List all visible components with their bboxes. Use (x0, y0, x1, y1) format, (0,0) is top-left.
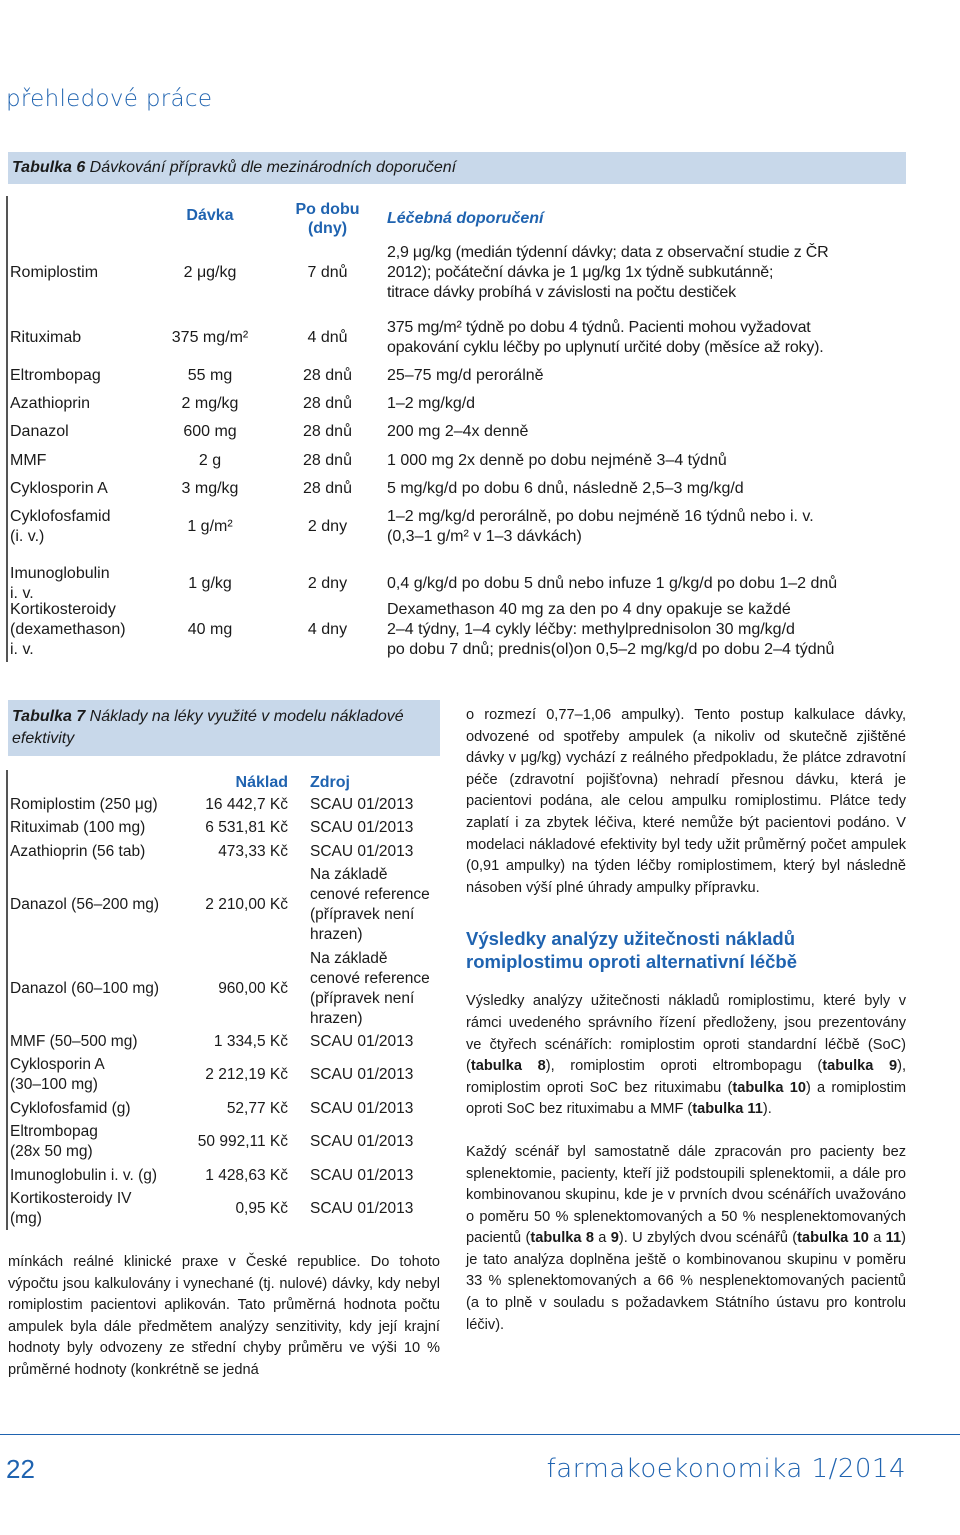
table6-drug (10, 507, 160, 547)
table7-item (10, 1032, 190, 1052)
table7-cost: 2 210,00 Kč (205, 896, 288, 914)
table6-dose: 600 mg (183, 423, 237, 440)
table7-source-line: cenové reference (310, 969, 430, 987)
table7-item (10, 842, 190, 862)
table6-recommendation (387, 479, 897, 499)
table6-rec-line: 1–2 mg/kg/d perorálně, po dobu nejméně 16 týdnů nebo i. v. (387, 508, 814, 525)
table6-recommendation (387, 243, 897, 303)
table6-dose: 1 g/kg (188, 575, 232, 592)
table6-rec-line: 25–75 mg/d perorálně (387, 367, 544, 384)
table7-cost: 52,77 Kč (226, 1099, 288, 1117)
table7-source-line: cenové reference (310, 886, 430, 904)
results-heading: Výsledky analýzy užitečnosti nákladů romiplostimu oproti alternativní léčbě (466, 928, 797, 973)
table7-item-line: (mg) (10, 1210, 42, 1227)
table7-source-line: SCAU 01/2013 (310, 796, 414, 813)
table7-cost: 0,95 Kč (235, 1200, 288, 1217)
table7-item-line: Rituximab (100 mg) (10, 819, 146, 837)
p3-ref-9: 9 (610, 1230, 619, 1247)
table6-days: 28 dnů (303, 480, 352, 497)
p3-ref-table10: tabulka 10 (797, 1230, 869, 1247)
table7-source-line: SCAU 01/2013 (310, 1066, 414, 1084)
table7-item-line: Imunoglobulin i. v. (g) (10, 1166, 158, 1184)
journal-name: farmakoekonomika 1/2014 (546, 1454, 906, 1484)
table6-drug: Cyklosporin A (10, 480, 108, 497)
table7-source-line: SCAU 01/2013 (310, 1099, 414, 1117)
table7-item (10, 1189, 190, 1229)
table7-source (310, 1199, 440, 1219)
p3-text-c: ) je tato analýza doplněna ještě o kombinovanou skupinu v poměru 33 % splenektomovaných a 66 % nesplenektomovaných pacientů (a to plně v souladu s požadavkem Státního ústavu pro kontrolu léčiv). (466, 1230, 906, 1333)
table6-drug: Azathioprin (10, 395, 91, 412)
p2-ref-table10: tabulka 10 (732, 1079, 806, 1096)
table6-drug: Eltrombopag (10, 367, 101, 384)
table7-cost: 16 442,7 Kč (205, 796, 288, 813)
table7-cost: 1 334,5 Kč (213, 1033, 288, 1050)
table7-source-line: hrazen) (310, 926, 363, 944)
table7-item-line: MMF (50–500 mg) (10, 1033, 138, 1050)
table6-drug-line: Kortikosteroidy (10, 601, 116, 618)
table7-source-line: hrazen) (310, 1009, 363, 1027)
table7-source-line: SCAU 01/2013 (310, 1200, 414, 1217)
table7-cost: 960,00 Kč (218, 979, 288, 997)
table6-dose: 55 mg (187, 367, 233, 384)
table6-recommendation (387, 366, 897, 386)
right-paragraph-1: o rozmezí 0,77–1,06 ampulky). Tento postup kalkulace dávky, odvozené od spotřeby ampulek (a nikoliv od skutečně zjištěné dávky v μg/kg) vychází z reálného předpokladu, že plátce zdravotní péče (zdravotní pojišťovna) nehradí přesnou dávku, která je pacientovi podána, ale celou ampulku romiplostimu. Plátce tedy zaplatí i za zbytek léčiva, které nemůže být pacientovi podáno. V modelaci nákladové efektivity byl tedy užit průměrný počet ampulek (0,91 ampulky) na týden léčby romiplostimem, který byl následně násoben výší plné úhrady ampulky přípravku. (466, 707, 906, 896)
table7-source (310, 842, 440, 862)
table7-item-line: Danazol (56–200 mg) (10, 896, 160, 914)
table6-rec-line: po dobu 7 dnů; prednis(ol)on 0,5–2 mg/kg/d po dobu 2–4 týdnů (387, 641, 835, 658)
table6-rec-line: 200 mg 2–4x denně (387, 423, 529, 440)
table7-left-rule (6, 770, 8, 1230)
table6-days: 28 dnů (303, 452, 352, 469)
table6-rec-line: Dexamethason 40 mg za den po 4 dny opakuje se každé (387, 601, 791, 618)
table7-source (310, 949, 440, 1029)
table6-drug (10, 600, 160, 660)
table7-item (10, 979, 190, 999)
table6-drug: Romiplostim (10, 264, 99, 281)
table7-title-l1: Náklady na léky využité v modelu nákladové (89, 708, 404, 725)
p3-text-a: Každý scénář byl samostatně dále zpracován pro pacienty bez splenektomie, pacienty, kteří již podstoupili splenektomii, a dále pro kombinovanou skupinu, kde je v prvních dvou scénářích uvažováno o poměru 50 % splenektomovaných a 50 % nesplenektomovaných pacientů ( (466, 1143, 906, 1247)
table6-days: 2 dny (307, 575, 348, 592)
table6-rec-line: (0,3–1 g/m² v 1–3 dávkách) (387, 528, 582, 545)
table6-dose: 2 μg/kg (183, 264, 237, 281)
table7-cost: 1 428,63 Kč (205, 1166, 288, 1184)
table7-title-l2: efektivity (12, 730, 75, 747)
table7-source (310, 1166, 440, 1186)
table7-source (310, 865, 440, 945)
table6-drug (10, 564, 160, 604)
table7-cost: 50 992,11 Kč (197, 1133, 288, 1151)
table6-header-dose: Dávka (186, 207, 234, 224)
table6-drug: Rituximab (10, 329, 82, 346)
table7-source (310, 1065, 440, 1085)
table6-recommendation (387, 422, 897, 442)
page-number: 22 (6, 1454, 35, 1484)
table7-header-cost: Náklad (235, 774, 288, 791)
table7-source (310, 1032, 440, 1052)
p3-ref-table8: tabulka 8 (530, 1230, 594, 1247)
table7-item-line: Danazol (60–100 mg) (10, 979, 160, 997)
table6-header-days (280, 200, 375, 238)
p2-ref-table9: tabulka 9 (822, 1058, 898, 1075)
table6-dose: 2 g (198, 452, 222, 469)
table7-item-line: (28x 50 mg) (10, 1143, 93, 1161)
table6-header-rec: Léčebná doporučení (387, 210, 544, 227)
table6-dose: 1 g/m² (187, 518, 233, 535)
p2-ref-table11: tabulka 11 (692, 1101, 763, 1118)
table7-item-line: Cyklofosfamid (g) (10, 1099, 131, 1117)
table7-item-line: Eltrombopag (10, 1123, 98, 1141)
table6-rec-line: titrace dávky probíhá v závislosti na počtu destiček (387, 284, 736, 301)
table7-source (310, 1099, 440, 1119)
table6-header-days-l2: (dny) (307, 220, 348, 237)
table7-source-line: Na základě (310, 949, 388, 967)
p2-text-e: ). (762, 1101, 772, 1118)
table6-recommendation (387, 318, 897, 358)
table7-source-line: (přípravek není (310, 989, 415, 1007)
p2-text-b: ), romiplostim oproti eltrombopagu ( (545, 1058, 823, 1075)
table6-drug-line: Imunoglobulin (10, 565, 110, 582)
table7-item-line: (30–100 mg) (10, 1076, 98, 1094)
left-column-text: mínkách reálné klinické praxe v České republice. Do tohoto výpočtu jsou kalkulovány i vynechané (tj. nulové) dávky, kdy nebyl romiplostim pacientovi aplikován. Tato průměrná hodnota počtu ampulek byla dále předmětem analýzy senzitivity, kdy její krajní hodnoty byly odvozeny ze střední chyby průměru ve výši 10 % průměrné hodnoty (konkrétně se jedná (8, 1254, 440, 1378)
table6-rec-line: 5 mg/kg/d po dobu 6 dnů, následně 2,5–3 mg/kg/d (387, 480, 744, 497)
table7-cost: 6 531,81 Kč (205, 819, 288, 837)
table6-rec-line: 2012); počáteční dávka je 1 μg/kg 1x týdně subkutánně; (387, 264, 774, 281)
table6-rec-line: 1–2 mg/kg/d (387, 395, 476, 412)
p3-ref-11: 11 (885, 1230, 902, 1247)
table6-drug: Danazol (10, 423, 69, 440)
table6-days: 28 dnů (303, 395, 352, 412)
table6-recommendation (387, 600, 897, 660)
table6-rec-line: 1 000 mg 2x denně po dobu nejméně 3–4 týdnů (387, 452, 727, 469)
table7-item (10, 895, 190, 915)
table6-recommendation (387, 507, 897, 547)
p2-ref-table8: tabulka 8 (470, 1058, 546, 1075)
table7-caption (8, 700, 440, 756)
p2-text-a: Výsledky analýzy užitečnosti nákladů romiplostimu, které byly v rámci uvedeného správního řízení předloženy, jsou prezentovány ve čtyřech scénářích: romiplostim oproti standardní léčbě (SoC) ( (466, 993, 906, 1075)
table6-drug-line: (i. v.) (10, 528, 45, 545)
table7-item (10, 1166, 190, 1186)
table7-label: Tabulka 7 (12, 708, 86, 725)
table6-left-rule (6, 196, 8, 662)
p3-text-b: ). U zbylých dvou scénářů ( (618, 1230, 798, 1247)
table6-dose: 2 mg/kg (181, 395, 239, 412)
footer-rule (0, 1434, 960, 1435)
table6-drug: MMF (10, 452, 47, 469)
table6-rec-line: 375 mg/m² týdně po dobu 4 týdnů. Pacienti mohou vyžadovat (387, 319, 811, 336)
table6-dose: 375 mg/m² (171, 329, 249, 346)
table7-item-line: Romiplostim (250 μg) (10, 796, 158, 813)
table7-source (310, 1132, 440, 1152)
table7-item-line: Azathioprin (56 tab) (10, 842, 146, 860)
table6-recommendation (387, 574, 897, 594)
right-column (466, 705, 906, 1357)
table6-recommendation (387, 451, 897, 471)
p3-and-1: a (593, 1230, 611, 1247)
table7-source (310, 795, 440, 815)
table7-source-line: SCAU 01/2013 (310, 1166, 414, 1184)
table7-cost: 2 212,19 Kč (205, 1066, 288, 1084)
table6-recommendation (387, 394, 897, 414)
table6-days: 2 dny (307, 518, 348, 535)
p2-text-c: ), romiplostim oproti SoC bez rituximabu ( (466, 1058, 907, 1096)
table7-source-line: SCAU 01/2013 (310, 1033, 414, 1050)
table6-rec-line: opakování cyklu léčby po uplynutí určité doby (měsíce až roky). (387, 339, 824, 356)
table6-days: 7 dnů (307, 264, 348, 281)
table6-title: Dávkování přípravků dle mezinárodních doporučení (89, 159, 457, 176)
table7-item (10, 1099, 190, 1119)
table6-days: 28 dnů (303, 423, 352, 440)
table6-drug-line: i. v. (10, 585, 34, 602)
right-paragraph-3 (466, 1142, 906, 1336)
table6-days: 4 dny (307, 621, 348, 638)
table7-source-line: SCAU 01/2013 (310, 819, 414, 837)
table6-caption (8, 152, 906, 184)
table7-item (10, 818, 190, 838)
p2-text-d: ) a romiplostim oproti SoC bez rituximabu a MMF ( (466, 1079, 906, 1118)
table6-header-days-l1: Po dobu (295, 201, 360, 218)
table7-item (10, 1122, 190, 1162)
table7-source (310, 818, 440, 838)
table6-drug-line: i. v. (10, 641, 34, 658)
table6-drug-line: (dexamethason) (10, 621, 126, 638)
table7-item (10, 1055, 190, 1095)
table6-rec-line: 2–4 týdny, 1–4 cykly léčby: methylprednisolon 30 mg/kg/d (387, 621, 795, 638)
table7-source-line: Na základě (310, 866, 388, 884)
table7-header-source: Zdroj (310, 774, 350, 791)
table7-source-line: SCAU 01/2013 (310, 842, 414, 860)
table6-label: Tabulka 6 (12, 159, 86, 176)
table6-days: 4 dnů (307, 329, 348, 346)
right-paragraph-2 (466, 991, 906, 1121)
table6-dose: 3 mg/kg (181, 480, 239, 497)
section-label: přehledové práce (6, 86, 213, 112)
table6-days: 28 dnů (303, 367, 352, 384)
table6-drug-line: Cyklofosfamid (10, 508, 111, 525)
table6-rec-line: 2,9 μg/kg (medián týdenní dávky; data z observační studie z ČR (387, 244, 829, 261)
p3-and-2: a (868, 1230, 886, 1247)
table7-item-line: Kortikosteroidy IV (10, 1190, 132, 1207)
table7-source-line: SCAU 01/2013 (310, 1133, 414, 1151)
table7-cost: 473,33 Kč (218, 842, 288, 860)
table7-item (10, 795, 190, 815)
table6-rec-line: 0,4 g/kg/d po dobu 5 dnů nebo infuze 1 g/kg/d po dobu 1–2 dnů (387, 575, 838, 592)
table6-dose: 40 mg (187, 621, 233, 638)
table7-source-line: (přípravek není (310, 906, 415, 924)
table7-item-line: Cyklosporin A (10, 1056, 105, 1074)
